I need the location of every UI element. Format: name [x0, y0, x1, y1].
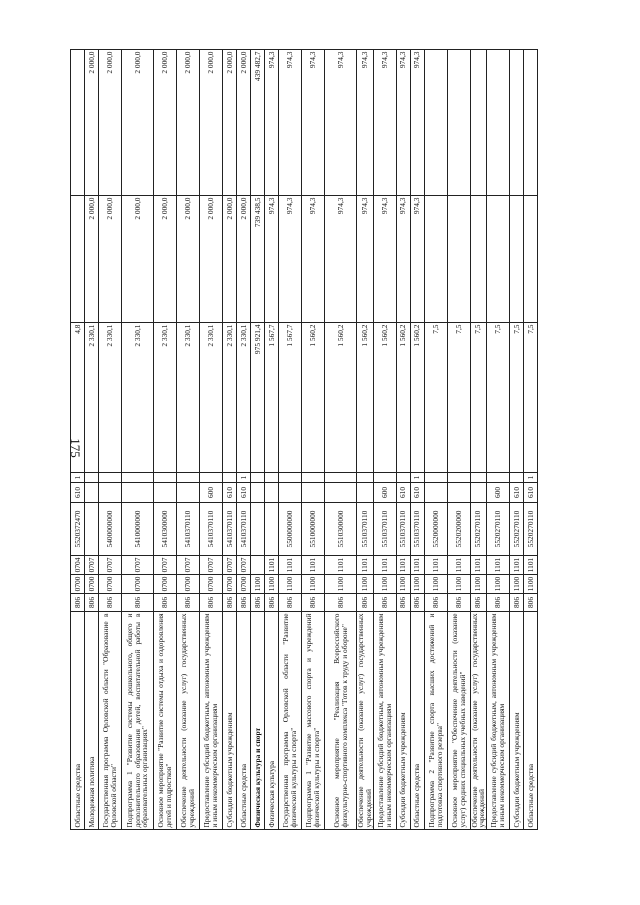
page-number: 175 — [68, 438, 83, 458]
amount-3-cell: 974,3 — [265, 50, 279, 196]
funding-source-cell — [487, 473, 510, 483]
funding-source-cell — [373, 473, 396, 483]
target-article-cell: 5410370110 — [177, 503, 200, 556]
amount-3-cell: 974,3 — [325, 50, 357, 196]
expense-type-cell — [265, 483, 279, 503]
funding-source-cell — [85, 473, 99, 483]
section-code-cell: 1100 — [279, 575, 302, 594]
row-name-cell: Основное мероприятие "Обеспечение деятельности (оказание услуг) средних специальных учебных заведений" — [447, 612, 470, 830]
table-row — [487, 50, 510, 830]
target-article-cell: 5520372470 — [71, 503, 85, 556]
row-name-cell: Основное мероприятие "Развитие системы отдыха и оздоровления детей и подростков" — [154, 612, 177, 830]
amount-3-cell: 2 000,0 — [99, 50, 122, 196]
section-code-cell: 1100 — [447, 575, 470, 594]
ministry-code-cell: 806 — [251, 594, 265, 612]
amount-2-cell: 974,3 — [410, 196, 424, 323]
table-row — [251, 50, 265, 830]
table-row — [325, 50, 357, 830]
amount-2-cell: 974,3 — [325, 196, 357, 323]
ministry-code-cell: 806 — [396, 594, 410, 612]
target-article-cell: 5410300000 — [154, 503, 177, 556]
section-code-cell: 0700 — [154, 575, 177, 594]
amount-2-cell: 2 000,0 — [237, 196, 251, 323]
section-code-cell: 1100 — [510, 575, 524, 594]
subsection-code-cell: 0704 — [71, 556, 85, 575]
row-name-cell: Субсидии бюджетным учреждениям — [396, 612, 410, 830]
amount-2-cell: 2 000,0 — [85, 196, 99, 323]
table-row — [223, 50, 237, 830]
amount-2-cell: 974,3 — [396, 196, 410, 323]
subsection-code-cell: 1101 — [487, 556, 510, 575]
target-article-cell: 5400000000 — [99, 503, 122, 556]
funding-source-cell: 1 — [524, 473, 538, 483]
amount-2-cell: 2 000,0 — [154, 196, 177, 323]
target-article-cell: 5520270110 — [524, 503, 538, 556]
target-article-cell: 5510000000 — [302, 503, 325, 556]
amount-3-cell — [424, 50, 447, 196]
section-code-cell: 1100 — [265, 575, 279, 594]
table-row — [99, 50, 122, 830]
amount-2-cell — [424, 196, 447, 323]
table-row — [396, 50, 410, 830]
amount-1-cell: 1 567,7 — [279, 323, 302, 473]
target-article-cell: 5510370110 — [357, 503, 374, 556]
amount-3-cell — [71, 50, 85, 196]
target-article-cell: 5520270110 — [470, 503, 487, 556]
expense-type-cell — [279, 483, 302, 503]
funding-source-cell — [200, 473, 223, 483]
amount-2-cell — [71, 196, 85, 323]
expense-type-cell: 610 — [510, 483, 524, 503]
subsection-code-cell: 1101 — [424, 556, 447, 575]
table-row — [470, 50, 487, 830]
subsection-code-cell: 1101 — [524, 556, 538, 575]
ministry-code-cell: 806 — [510, 594, 524, 612]
amount-3-cell — [524, 50, 538, 196]
amount-1-cell: 1 560,2 — [302, 323, 325, 473]
table-row — [424, 50, 447, 830]
expense-type-cell: 610 — [237, 483, 251, 503]
amount-3-cell: 974,3 — [279, 50, 302, 196]
expense-type-cell — [424, 483, 447, 503]
expense-type-cell — [302, 483, 325, 503]
amount-2-cell: 2 000,0 — [99, 196, 122, 323]
amount-3-cell: 2 000,0 — [177, 50, 200, 196]
section-code-cell: 0700 — [71, 575, 85, 594]
amount-1-cell: 7,5 — [524, 323, 538, 473]
ministry-code-cell: 806 — [424, 594, 447, 612]
expense-type-cell — [99, 483, 122, 503]
funding-source-cell — [424, 473, 447, 483]
ministry-code-cell: 806 — [302, 594, 325, 612]
section-code-cell: 0700 — [122, 575, 154, 594]
target-article-cell: 5510370110 — [373, 503, 396, 556]
amount-3-cell: 974,3 — [357, 50, 374, 196]
table-row — [177, 50, 200, 830]
ministry-code-cell: 806 — [410, 594, 424, 612]
amount-2-cell: 974,3 — [265, 196, 279, 323]
section-code-cell: 1100 — [524, 575, 538, 594]
amount-2-cell: 739 438,5 — [251, 196, 265, 323]
amount-1-cell: 1 560,2 — [396, 323, 410, 473]
target-article-cell — [251, 503, 265, 556]
ministry-code-cell: 806 — [373, 594, 396, 612]
row-name-cell: Государственная программа Орловской области "Развитие физической культуры и спорта" — [279, 612, 302, 830]
ministry-code-cell: 806 — [524, 594, 538, 612]
expense-type-cell — [154, 483, 177, 503]
table-row — [279, 50, 302, 830]
target-article-cell: 5410370110 — [223, 503, 237, 556]
funding-source-cell — [279, 473, 302, 483]
funding-source-cell: 1 — [71, 473, 85, 483]
table-row — [447, 50, 470, 830]
row-name-cell: Обеспечение деятельности (оказание услуг) государственных учреждений — [177, 612, 200, 830]
amount-1-cell: 2 330,1 — [122, 323, 154, 473]
funding-source-cell — [223, 473, 237, 483]
amount-3-cell — [447, 50, 470, 196]
row-name-cell: Областные средства — [410, 612, 424, 830]
ministry-code-cell: 806 — [122, 594, 154, 612]
amount-3-cell: 974,3 — [373, 50, 396, 196]
ministry-code-cell: 806 — [357, 594, 374, 612]
funding-source-cell — [510, 473, 524, 483]
row-name-cell: Областные средства — [237, 612, 251, 830]
section-code-cell: 1100 — [396, 575, 410, 594]
subsection-code-cell: 0707 — [237, 556, 251, 575]
table-row — [122, 50, 154, 830]
amount-2-cell: 2 000,0 — [223, 196, 237, 323]
target-article-cell: 5410370110 — [200, 503, 223, 556]
target-article-cell: 5410000000 — [122, 503, 154, 556]
section-code-cell: 1100 — [302, 575, 325, 594]
expense-type-cell — [325, 483, 357, 503]
target-article-cell: 5520200000 — [447, 503, 470, 556]
subsection-code-cell: 1101 — [279, 556, 302, 575]
section-code-cell: 0700 — [85, 575, 99, 594]
section-code-cell: 1100 — [251, 575, 265, 594]
amount-2-cell: 974,3 — [302, 196, 325, 323]
amount-1-cell: 1 560,2 — [410, 323, 424, 473]
row-name-cell: Субсидии бюджетным учреждениям — [223, 612, 237, 830]
row-name-cell: Физическая культура и спорт — [251, 612, 265, 830]
funding-source-cell: 1 — [237, 473, 251, 483]
amount-3-cell — [470, 50, 487, 196]
target-article-cell — [265, 503, 279, 556]
amount-2-cell — [487, 196, 510, 323]
funding-source-cell — [99, 473, 122, 483]
amount-3-cell: 974,3 — [410, 50, 424, 196]
amount-2-cell: 974,3 — [373, 196, 396, 323]
amount-1-cell: 7,5 — [470, 323, 487, 473]
expense-type-cell — [177, 483, 200, 503]
amount-3-cell — [487, 50, 510, 196]
ministry-code-cell: 806 — [177, 594, 200, 612]
expense-type-cell: 600 — [487, 483, 510, 503]
funding-source-cell — [177, 473, 200, 483]
amount-2-cell — [524, 196, 538, 323]
ministry-code-cell: 806 — [279, 594, 302, 612]
row-name-cell: Областные средства — [71, 612, 85, 830]
subsection-code-cell: 1101 — [396, 556, 410, 575]
row-name-cell: Предоставление субсидий бюджетным, автономным учреждениям и иным некоммерческим организациям — [487, 612, 510, 830]
expense-type-cell: 610 — [524, 483, 538, 503]
subsection-code-cell: 1101 — [302, 556, 325, 575]
amount-3-cell: 2 000,0 — [237, 50, 251, 196]
ministry-code-cell: 806 — [237, 594, 251, 612]
subsection-code-cell: 1101 — [510, 556, 524, 575]
funding-source-cell — [122, 473, 154, 483]
table-row — [85, 50, 99, 830]
row-name-cell: Государственная программа Орловской области "Образование в Орловской области" — [99, 612, 122, 830]
subsection-code-cell: 0707 — [99, 556, 122, 575]
section-code-cell: 0700 — [223, 575, 237, 594]
ministry-code-cell: 806 — [154, 594, 177, 612]
table-row — [524, 50, 538, 830]
funding-source-cell — [447, 473, 470, 483]
row-name-cell: Физическая культура — [265, 612, 279, 830]
row-name-cell: Субсидии бюджетным учреждениям — [510, 612, 524, 830]
amount-3-cell: 974,3 — [396, 50, 410, 196]
amount-1-cell: 2 330,1 — [85, 323, 99, 473]
table-body — [71, 50, 538, 830]
ministry-code-cell: 806 — [71, 594, 85, 612]
amount-1-cell: 975 921,4 — [251, 323, 265, 473]
amount-1-cell: 7,5 — [487, 323, 510, 473]
amount-3-cell: 2 000,0 — [85, 50, 99, 196]
expense-type-cell: 610 — [410, 483, 424, 503]
expense-type-cell — [357, 483, 374, 503]
subsection-code-cell: 0707 — [85, 556, 99, 575]
amount-1-cell: 1 560,2 — [373, 323, 396, 473]
amount-2-cell — [447, 196, 470, 323]
table-row — [510, 50, 524, 830]
subsection-code-cell: 1101 — [470, 556, 487, 575]
amount-3-cell: 974,3 — [302, 50, 325, 196]
table-row — [265, 50, 279, 830]
section-code-cell: 1100 — [424, 575, 447, 594]
funding-source-cell — [302, 473, 325, 483]
section-code-cell: 1100 — [357, 575, 374, 594]
row-name-cell: Молодежная политика — [85, 612, 99, 830]
table-row — [237, 50, 251, 830]
amount-1-cell: 4,8 — [71, 323, 85, 473]
table-row — [302, 50, 325, 830]
subsection-code-cell: 0707 — [122, 556, 154, 575]
subsection-code-cell: 1101 — [357, 556, 374, 575]
ministry-code-cell: 806 — [99, 594, 122, 612]
amount-2-cell: 974,3 — [357, 196, 374, 323]
section-code-cell: 1100 — [487, 575, 510, 594]
ministry-code-cell: 806 — [223, 594, 237, 612]
section-code-cell: 1100 — [410, 575, 424, 594]
expense-type-cell: 610 — [71, 483, 85, 503]
amount-1-cell: 2 330,1 — [177, 323, 200, 473]
amount-2-cell: 2 000,0 — [177, 196, 200, 323]
amount-2-cell — [510, 196, 524, 323]
funding-source-cell — [325, 473, 357, 483]
section-code-cell: 1100 — [373, 575, 396, 594]
row-name-cell: Подпрограмма 1 "Развитие системы дошкольного, общего и дополнительного образования детей, воспитательной работы в образовательных организациях" — [122, 612, 154, 830]
table-row — [357, 50, 374, 830]
amount-1-cell: 1 560,2 — [325, 323, 357, 473]
subsection-code-cell: 0707 — [223, 556, 237, 575]
amount-3-cell: 2 000,0 — [122, 50, 154, 196]
row-name-cell: Обеспечение деятельности (оказание услуг) государственных учреждений — [356, 613, 373, 828]
target-article-cell: 5510370110 — [396, 503, 410, 556]
budget-table — [70, 49, 538, 830]
amount-1-cell: 7,5 — [447, 323, 470, 473]
expense-type-cell: 610 — [396, 483, 410, 503]
row-name-cell: Предоставление субсидий бюджетным, автономным учреждениям и иным некоммерческим организациям — [200, 612, 223, 830]
funding-source-cell — [251, 473, 265, 483]
section-code-cell: 0700 — [177, 575, 200, 594]
expense-type-cell — [85, 483, 99, 503]
rotated-page — [70, 50, 590, 830]
expense-type-cell — [251, 483, 265, 503]
row-name-cell: Областные средства — [524, 612, 538, 830]
table-row — [410, 50, 424, 830]
amount-1-cell: 7,5 — [424, 323, 447, 473]
amount-1-cell: 1 567,7 — [265, 323, 279, 473]
row-name-cell: Подпрограмма 1 "Развитие массового спорта и учреждений физической культуры и спорта" — [302, 612, 325, 830]
amount-1-cell: 2 330,1 — [200, 323, 223, 473]
amount-2-cell: 974,3 — [279, 196, 302, 323]
expense-type-cell: 600 — [200, 483, 223, 503]
table-row — [373, 50, 396, 830]
target-article-cell — [85, 503, 99, 556]
table-row — [154, 50, 177, 830]
expense-type-cell — [122, 483, 154, 503]
funding-source-cell — [357, 473, 374, 483]
ministry-code-cell: 806 — [447, 594, 470, 612]
target-article-cell: 5520270110 — [510, 503, 524, 556]
subsection-code-cell: 0707 — [200, 556, 223, 575]
subsection-code-cell: 1101 — [447, 556, 470, 575]
funding-source-cell — [396, 473, 410, 483]
amount-3-cell: 2 000,0 — [154, 50, 177, 196]
section-code-cell: 1100 — [325, 575, 357, 594]
ministry-code-cell: 806 — [325, 594, 357, 612]
subsection-code-cell: 1101 — [373, 556, 396, 575]
row-name-cell: Обеспечение деятельности (оказание услуг) государственных учреждений — [469, 613, 487, 828]
expense-type-cell — [470, 483, 487, 503]
target-article-cell: 5410370110 — [237, 503, 251, 556]
funding-source-cell — [265, 473, 279, 483]
section-code-cell: 0700 — [237, 575, 251, 594]
expense-type-cell — [447, 483, 470, 503]
target-article-cell: 5510370110 — [410, 503, 424, 556]
amount-1-cell: 2 330,1 — [154, 323, 177, 473]
subsection-code-cell: 0707 — [177, 556, 200, 575]
amount-1-cell: 2 330,1 — [237, 323, 251, 473]
section-code-cell: 0700 — [200, 575, 223, 594]
expense-type-cell: 610 — [223, 483, 237, 503]
subsection-code-cell: 1101 — [265, 556, 279, 575]
funding-source-cell: 1 — [410, 473, 424, 483]
amount-3-cell — [510, 50, 524, 196]
target-article-cell: 5510300000 — [325, 503, 357, 556]
ministry-code-cell: 806 — [470, 594, 487, 612]
amount-1-cell: 2 330,1 — [223, 323, 237, 473]
target-article-cell: 5500000000 — [279, 503, 302, 556]
row-name-cell: Основное мероприятие "Реализация Всероссийского физкультурно-спортивного комплекса "Готов к труду и обороне" — [325, 612, 357, 830]
expense-type-cell: 600 — [373, 483, 396, 503]
subsection-code-cell — [251, 556, 265, 575]
target-article-cell: 5520000000 — [424, 503, 447, 556]
section-code-cell: 1100 — [470, 575, 487, 594]
subsection-code-cell: 0707 — [154, 556, 177, 575]
row-name-cell: Подпрограмма 2 "Развитие спорта высших достижений и подготовка спортивного резерва" — [424, 612, 447, 830]
ministry-code-cell: 806 — [85, 594, 99, 612]
amount-2-cell — [470, 196, 487, 323]
ministry-code-cell: 806 — [487, 594, 510, 612]
amount-2-cell: 2 000,0 — [122, 196, 154, 323]
amount-1-cell: 7,5 — [510, 323, 524, 473]
table-row — [71, 50, 85, 830]
amount-2-cell: 2 000,0 — [200, 196, 223, 323]
funding-source-cell — [470, 473, 487, 483]
subsection-code-cell: 1101 — [325, 556, 357, 575]
amount-3-cell: 2 000,0 — [223, 50, 237, 196]
section-code-cell: 0700 — [99, 575, 122, 594]
ministry-code-cell: 806 — [200, 594, 223, 612]
subsection-code-cell: 1101 — [410, 556, 424, 575]
ministry-code-cell: 806 — [265, 594, 279, 612]
target-article-cell: 5520270110 — [487, 503, 510, 556]
amount-1-cell: 2 330,1 — [99, 323, 122, 473]
funding-source-cell — [154, 473, 177, 483]
amount-3-cell: 2 000,0 — [200, 50, 223, 196]
row-name-cell: Предоставление субсидий бюджетным, автономным учреждениям и иным некоммерческим организациям — [373, 612, 396, 830]
table-row — [200, 50, 223, 830]
amount-3-cell: 439 482,7 — [251, 50, 265, 196]
amount-1-cell: 1 560,2 — [357, 323, 374, 473]
